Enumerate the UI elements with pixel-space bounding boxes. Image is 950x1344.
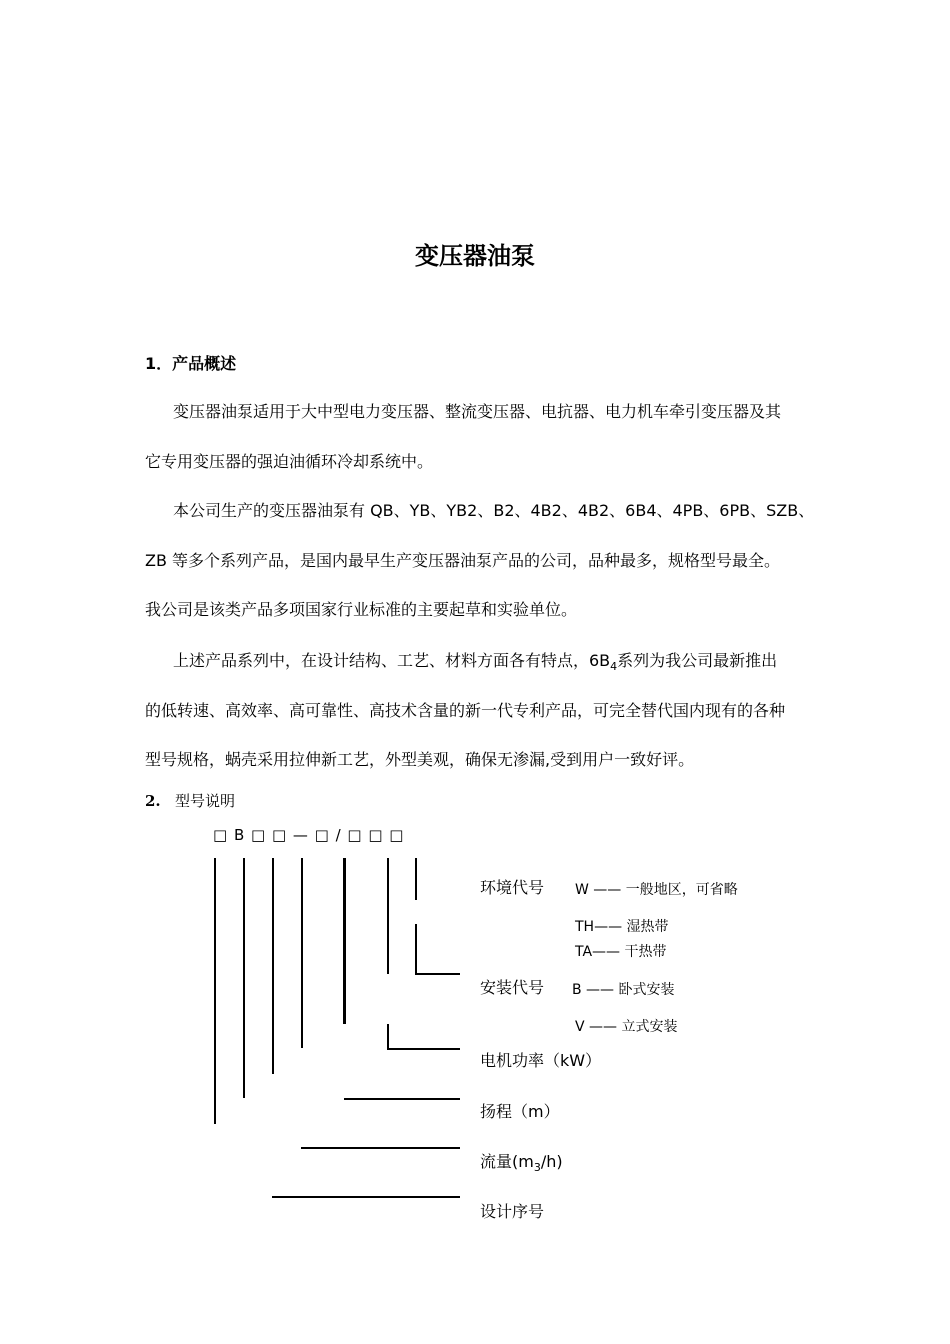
- env-option: W —— 一般地区，可省略: [575, 882, 738, 898]
- paragraph-line: 它专用变压器的强迫油循环冷却系统中。: [145, 452, 434, 471]
- paragraph-line: ZB 等多个系列产品，是国内最早生产变压器油泵产品的公司，品种最多，规格型号最全。: [145, 551, 781, 570]
- section-number: 2.: [145, 792, 161, 810]
- tree-line: [272, 858, 274, 1074]
- tree-line: [343, 858, 346, 1024]
- tree-line: [415, 973, 460, 975]
- paragraph-line: 变压器油泵适用于大中型电力变压器、整流变压器、电抗器、电力机车牵引变压器及其: [173, 402, 782, 421]
- text-run: 系列为我公司最新推出: [617, 651, 778, 670]
- label-install-code: 安装代号: [480, 978, 545, 997]
- page-title: 变压器油泵: [415, 242, 535, 270]
- paragraph-line: 的低转速、高效率、高可靠性、高技术含量的新一代专利产品，可完全替代国内现有的各种: [145, 701, 786, 720]
- paragraph-line: 型号规格，蜗壳采用拉伸新工艺，外型美观，确保无渗漏,受到用户一致好评。: [145, 750, 695, 769]
- tree-line: [415, 858, 417, 900]
- paragraph-line: [173, 650, 777, 678]
- env-option: TH—— 湿热带: [575, 919, 669, 935]
- subscript: 3: [533, 1161, 541, 1175]
- tree-line: [214, 858, 216, 1124]
- tree-line: [301, 858, 303, 1048]
- paragraph-line: 我公司是该类产品多项国家行业标准的主要起草和实验单位。: [145, 600, 578, 619]
- tree-line: [243, 858, 245, 1098]
- tree-line: [387, 858, 389, 974]
- tree-line: [301, 1147, 460, 1149]
- tree-line: [272, 1196, 460, 1198]
- tree-line: [387, 1048, 460, 1050]
- text-run: /h): [540, 1152, 563, 1171]
- tree-line: [415, 924, 417, 973]
- label-env-code: 环境代号: [480, 878, 545, 897]
- label-flow: [480, 1149, 563, 1174]
- install-option: V —— 立式安装: [575, 1019, 678, 1035]
- text-run: 流量(m: [480, 1152, 534, 1171]
- section-heading-overview: 1．产品概述: [145, 354, 237, 373]
- model-code-pattern: □ B □ □ — □ / □ □ □: [213, 826, 405, 844]
- text-run: 上述产品系列中，在设计结构、工艺、材料方面各有特点，6B: [173, 651, 611, 670]
- paragraph-line: 本公司生产的变压器油泵有 QB、YB、YB2、B2、4B2、4B2、6B4、4PB、6PB、SZB、: [173, 501, 815, 520]
- section-heading-model: [145, 790, 235, 811]
- section-title: 型号说明: [174, 792, 235, 810]
- label-design-serial: 设计序号: [480, 1202, 545, 1221]
- subscript: 4: [610, 660, 618, 674]
- env-option: TA—— 干热带: [575, 944, 667, 960]
- tree-line: [344, 1098, 460, 1100]
- label-head: 扬程（m）: [480, 1102, 560, 1121]
- label-motor-power: 电机功率（kW）: [480, 1051, 602, 1070]
- tree-line: [387, 1024, 389, 1049]
- install-option: B —— 卧式安装: [572, 982, 675, 998]
